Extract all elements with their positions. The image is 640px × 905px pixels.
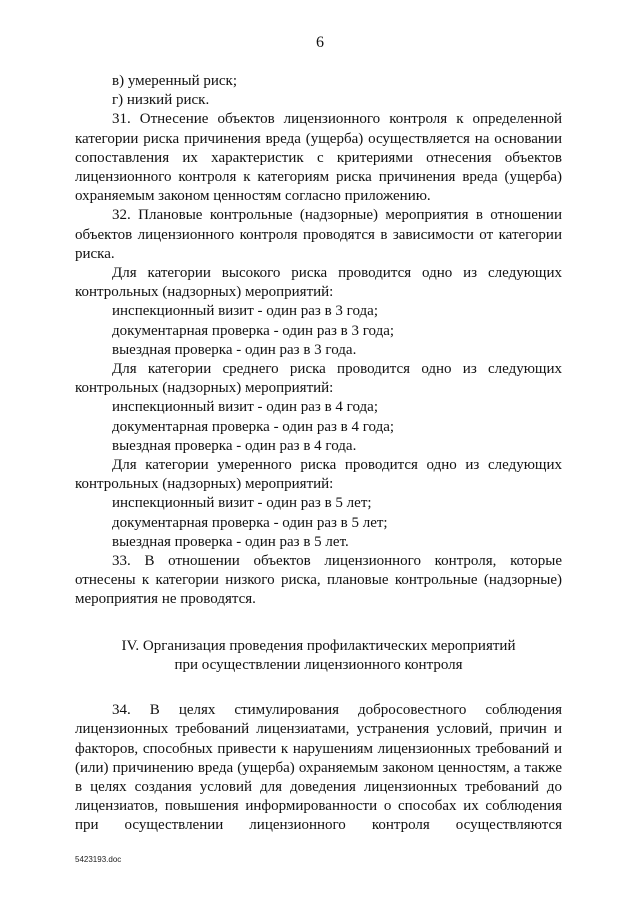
list-item-low-risk: г) низкий риск. bbox=[112, 92, 210, 109]
paragraph-high-risk-intro: Для категории высокого риска проводится одно из следующих контрольных (надзорных) мероприятий: bbox=[75, 265, 562, 301]
list-item-moderate-risk: в) умеренный риск; bbox=[112, 73, 237, 89]
list-item-medium-documentary-check: документарная проверка - один раз в 4 года; bbox=[112, 418, 395, 435]
list-item-moderate-documentary-check: документарная проверка - один раз в 5 лет; bbox=[112, 514, 388, 531]
list-item-moderate-inspection-visit: инспекционный визит - один раз в 5 лет; bbox=[112, 495, 372, 512]
section-heading bbox=[75, 637, 562, 675]
list-item-medium-field-check: выездная проверка - один раз в 4 года. bbox=[112, 437, 357, 454]
list-item-high-documentary-check: документарная проверка - один раз в 3 года; bbox=[112, 322, 395, 339]
list-item-high-field-check: выездная проверка - один раз в 3 года. bbox=[112, 341, 357, 358]
paragraph-medium-risk-intro: Для категории среднего риска проводится одно из следующих контрольных (надзорных) мероприятий: bbox=[75, 361, 562, 397]
paragraph-33: 33. В отношении объектов лицензионного контроля, которые отнесены к категории низкого риска, плановые контрольные (надзорные) мероприятия не проводятся. bbox=[75, 553, 562, 608]
page-number: 6 bbox=[316, 34, 324, 51]
list-item-moderate-field-check: выездная проверка - один раз в 5 лет. bbox=[112, 533, 349, 550]
list-item-high-inspection-visit: инспекционный визит - один раз в 3 года; bbox=[112, 303, 378, 320]
section-heading-line-1: IV. Организация проведения профилактических мероприятий bbox=[121, 637, 516, 654]
paragraph-34: 34. В целях стимулирования добросовестного соблюдения лицензионных требований лицензиатами, устранения условий, причин и факторов, способных привести к нарушениям лицензионных требований и (или) причинению вреда (ущерба) охраняемым законом ценностям, а также в целях создания условий для доведения лицензионных требований до лицензиатов, повышения информированности о способах их соблюдения при осуществлении лицензионного контроля осуществляются bbox=[75, 702, 562, 834]
footer-filename: 5423193.doc bbox=[75, 855, 122, 864]
section-heading-line-2: при осуществлении лицензионного контроля bbox=[174, 656, 463, 673]
paragraph-31: 31. Отнесение объектов лицензионного контроля к определенной категории риска причинения вреда (ущерба) осуществляется на основании сопоставления их характеристик с критериями отнесения объектов лицензионного контроля к категориям риска причинения вреда (ущерба) охраняемым законом ценностям согласно приложению. bbox=[75, 111, 562, 205]
paragraph-32: 32. Плановые контрольные (надзорные) мероприятия в отношении объектов лицензионного контроля проводятся в зависимости от категории риска. bbox=[75, 207, 562, 262]
document-body bbox=[75, 72, 562, 836]
paragraph-moderate-risk-intro: Для категории умеренного риска проводится одно из следующих контрольных (надзорных) мероприятий: bbox=[75, 457, 562, 493]
list-item-medium-inspection-visit: инспекционный визит - один раз в 4 года; bbox=[112, 399, 378, 416]
